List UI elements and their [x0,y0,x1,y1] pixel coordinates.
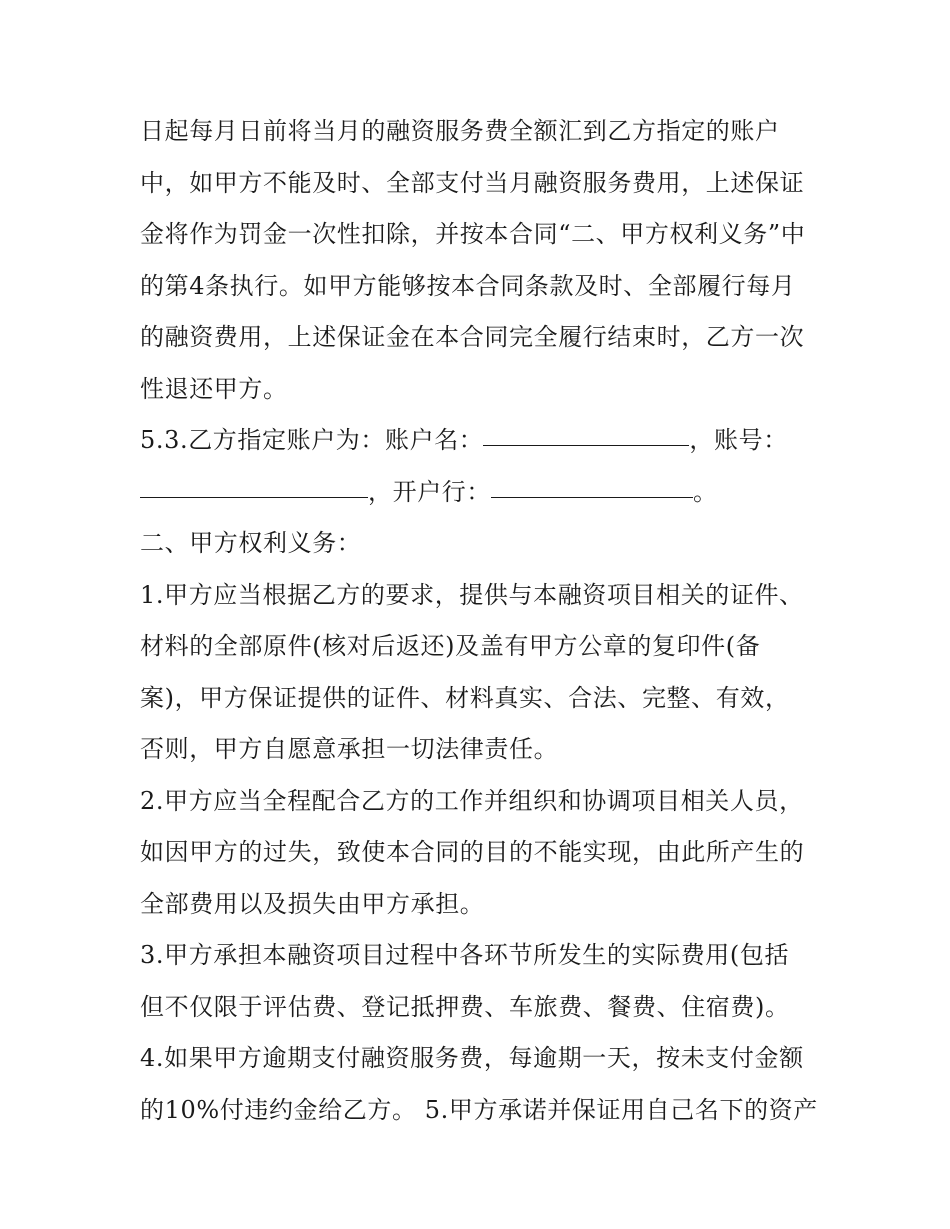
item-line: 2.甲方应当全程配合乙方的工作并组织和协调项目相关人员， [140,786,804,815]
item-line: 的10%付违约金给乙方。 5.甲方承诺并保证用自己名下的资产 [140,1095,818,1124]
account-line [140,415,820,467]
item-line: 否则，甲方自愿意承担一切法律责任。 [140,735,559,763]
account-prefix: 5.3.乙方指定账户为：账户名： [140,426,484,454]
text-line: 性退还甲方。 [140,374,288,403]
bank-blank [491,467,693,498]
item-line: 案)，甲方保证提供的证件、材料真实、合法、完整、有效， [140,683,790,712]
item-line: 4.如果甲方逾期支付融资服务费，每逾期一天，按未支付金额 [140,1044,804,1072]
item-line: 3.甲方承担本融资项目过程中各环节所发生的实际费用(包括 [140,941,790,969]
bank-line [140,467,820,519]
item-line: 全部费用以及损失由甲方承担。 [140,889,485,918]
text-line: 日起每月日前将当月的融资服务费全额汇到乙方指定的账户 [140,117,780,145]
bank-label: ，开户行： [368,477,491,506]
account-number-blank [140,467,368,498]
text-line: 的第4条执行。如甲方能够按本合同条款及时、全部履行每月 [140,271,796,300]
text-line: 金将作为罚金一次性扣除，并按本合同“二、甲方权利义务”中 [140,220,806,248]
section-title: 二、甲方权利义务： [140,529,362,557]
account-number-label: ，账号： [689,426,788,454]
text-line: 的融资费用，上述保证金在本合同完全履行结束时，乙方一次 [140,323,805,351]
account-name-blank [483,415,689,446]
item-line: 如因甲方的过失，致使本合同的目的不能实现，由此所产生的 [140,838,805,866]
text-line: 中，如甲方不能及时、全部支付当月融资服务费用，上述保证 [140,168,805,197]
item-line: 但不仅限于评估费、登记抵押费、车旅费、餐费、住宿费)。 [140,992,790,1021]
document-body [140,106,820,1136]
line-end: 。 [693,477,718,506]
item-line: 1.甲方应当根据乙方的要求，提供与本融资项目相关的证件、 [140,580,804,609]
item-line: 材料的全部原件(核对后返还)及盖有甲方公章的复印件(备 [140,632,761,660]
